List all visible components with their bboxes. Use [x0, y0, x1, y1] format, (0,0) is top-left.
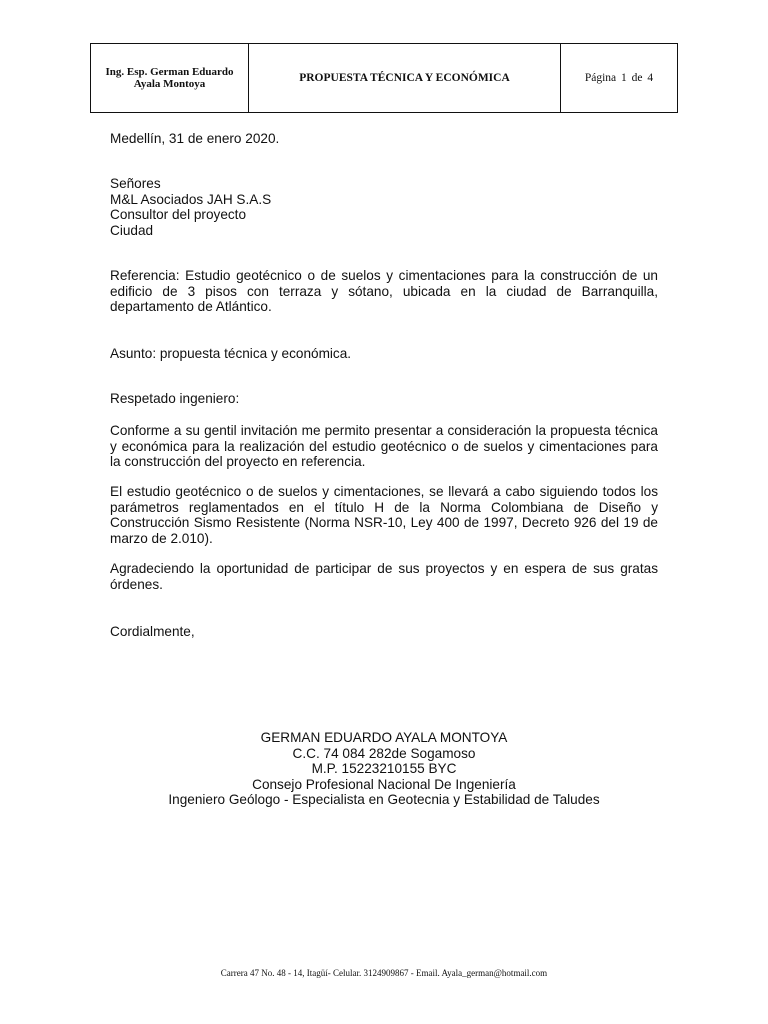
body-paragraph-3: Agradeciendo la oportunidad de participar de sus proyectos y en espera de sus gratas órdenes. — [110, 561, 658, 592]
signature-name: GERMAN EDUARDO AYALA MONTOYA — [260, 730, 508, 745]
closing: Cordialmente, — [110, 624, 195, 639]
body-paragraph-2: El estudio geotécnico o de suelos y cimentaciones, se llevará a cabo siguiendo todos los parámetros reglamentados en el título H de la Norma Colombiana de Diseño y Construcción Sismo Resistente (Norma NSR-10, Ley 400 de 1997, Decreto 926 del 19 de marzo de 2.010). — [110, 484, 658, 546]
document-title: PROPUESTA TÉCNICA Y ECONÓMICA — [249, 44, 561, 112]
page-number: Página 1 de 4 — [584, 72, 654, 84]
author-name-line1: Ing. Esp. German Eduardo — [105, 66, 234, 78]
page-footer: Carrera 47 No. 48 - 14, Itagüí- Celular. 3124909867 - Email. Ayala_german@hotmail.com — [220, 968, 548, 978]
signature-council: Consejo Profesional Nacional De Ingeniería — [252, 776, 516, 792]
body-paragraph-1: Conforme a su gentil invitación me permito presentar a consideración la propuesta técnica y económica para la realización del estudio geotécnico o de suelos y cimentaciones para la construcción del proyecto en referencia. — [110, 423, 658, 469]
greeting: Respetado ingeniero: — [110, 391, 240, 406]
recipient-line: Señores — [110, 176, 161, 191]
signature-block — [110, 730, 658, 808]
signature-title: Ingeniero Geólogo - Especialista en Geotecnia y Estabilidad de Taludes — [168, 792, 600, 807]
recipient-block — [110, 176, 658, 238]
recipient-line: Consultor del proyecto — [110, 207, 247, 222]
reference-paragraph: Referencia: Estudio geotécnico o de suelos y cimentaciones para la construcción de un edificio de 3 pisos con terraza y sótano, ubicada en la ciudad de Barranquilla, departamento de Atlántico. — [110, 268, 658, 314]
signature-id: C.C. 74 084 282de Sogamoso — [292, 745, 476, 761]
recipient-line: M&L Asociados JAH S.A.S — [110, 191, 272, 207]
recipient-line: Ciudad — [110, 222, 154, 238]
subject-line: Asunto: propuesta técnica y económica. — [110, 346, 352, 361]
signature-mp: M.P. 15223210155 BYC — [311, 761, 457, 776]
author-cell — [91, 44, 249, 112]
document-header — [90, 43, 678, 113]
letter-date: Medellín, 31 de enero 2020. — [110, 131, 280, 146]
author-name-line2: Ayala Montoya — [133, 78, 206, 90]
